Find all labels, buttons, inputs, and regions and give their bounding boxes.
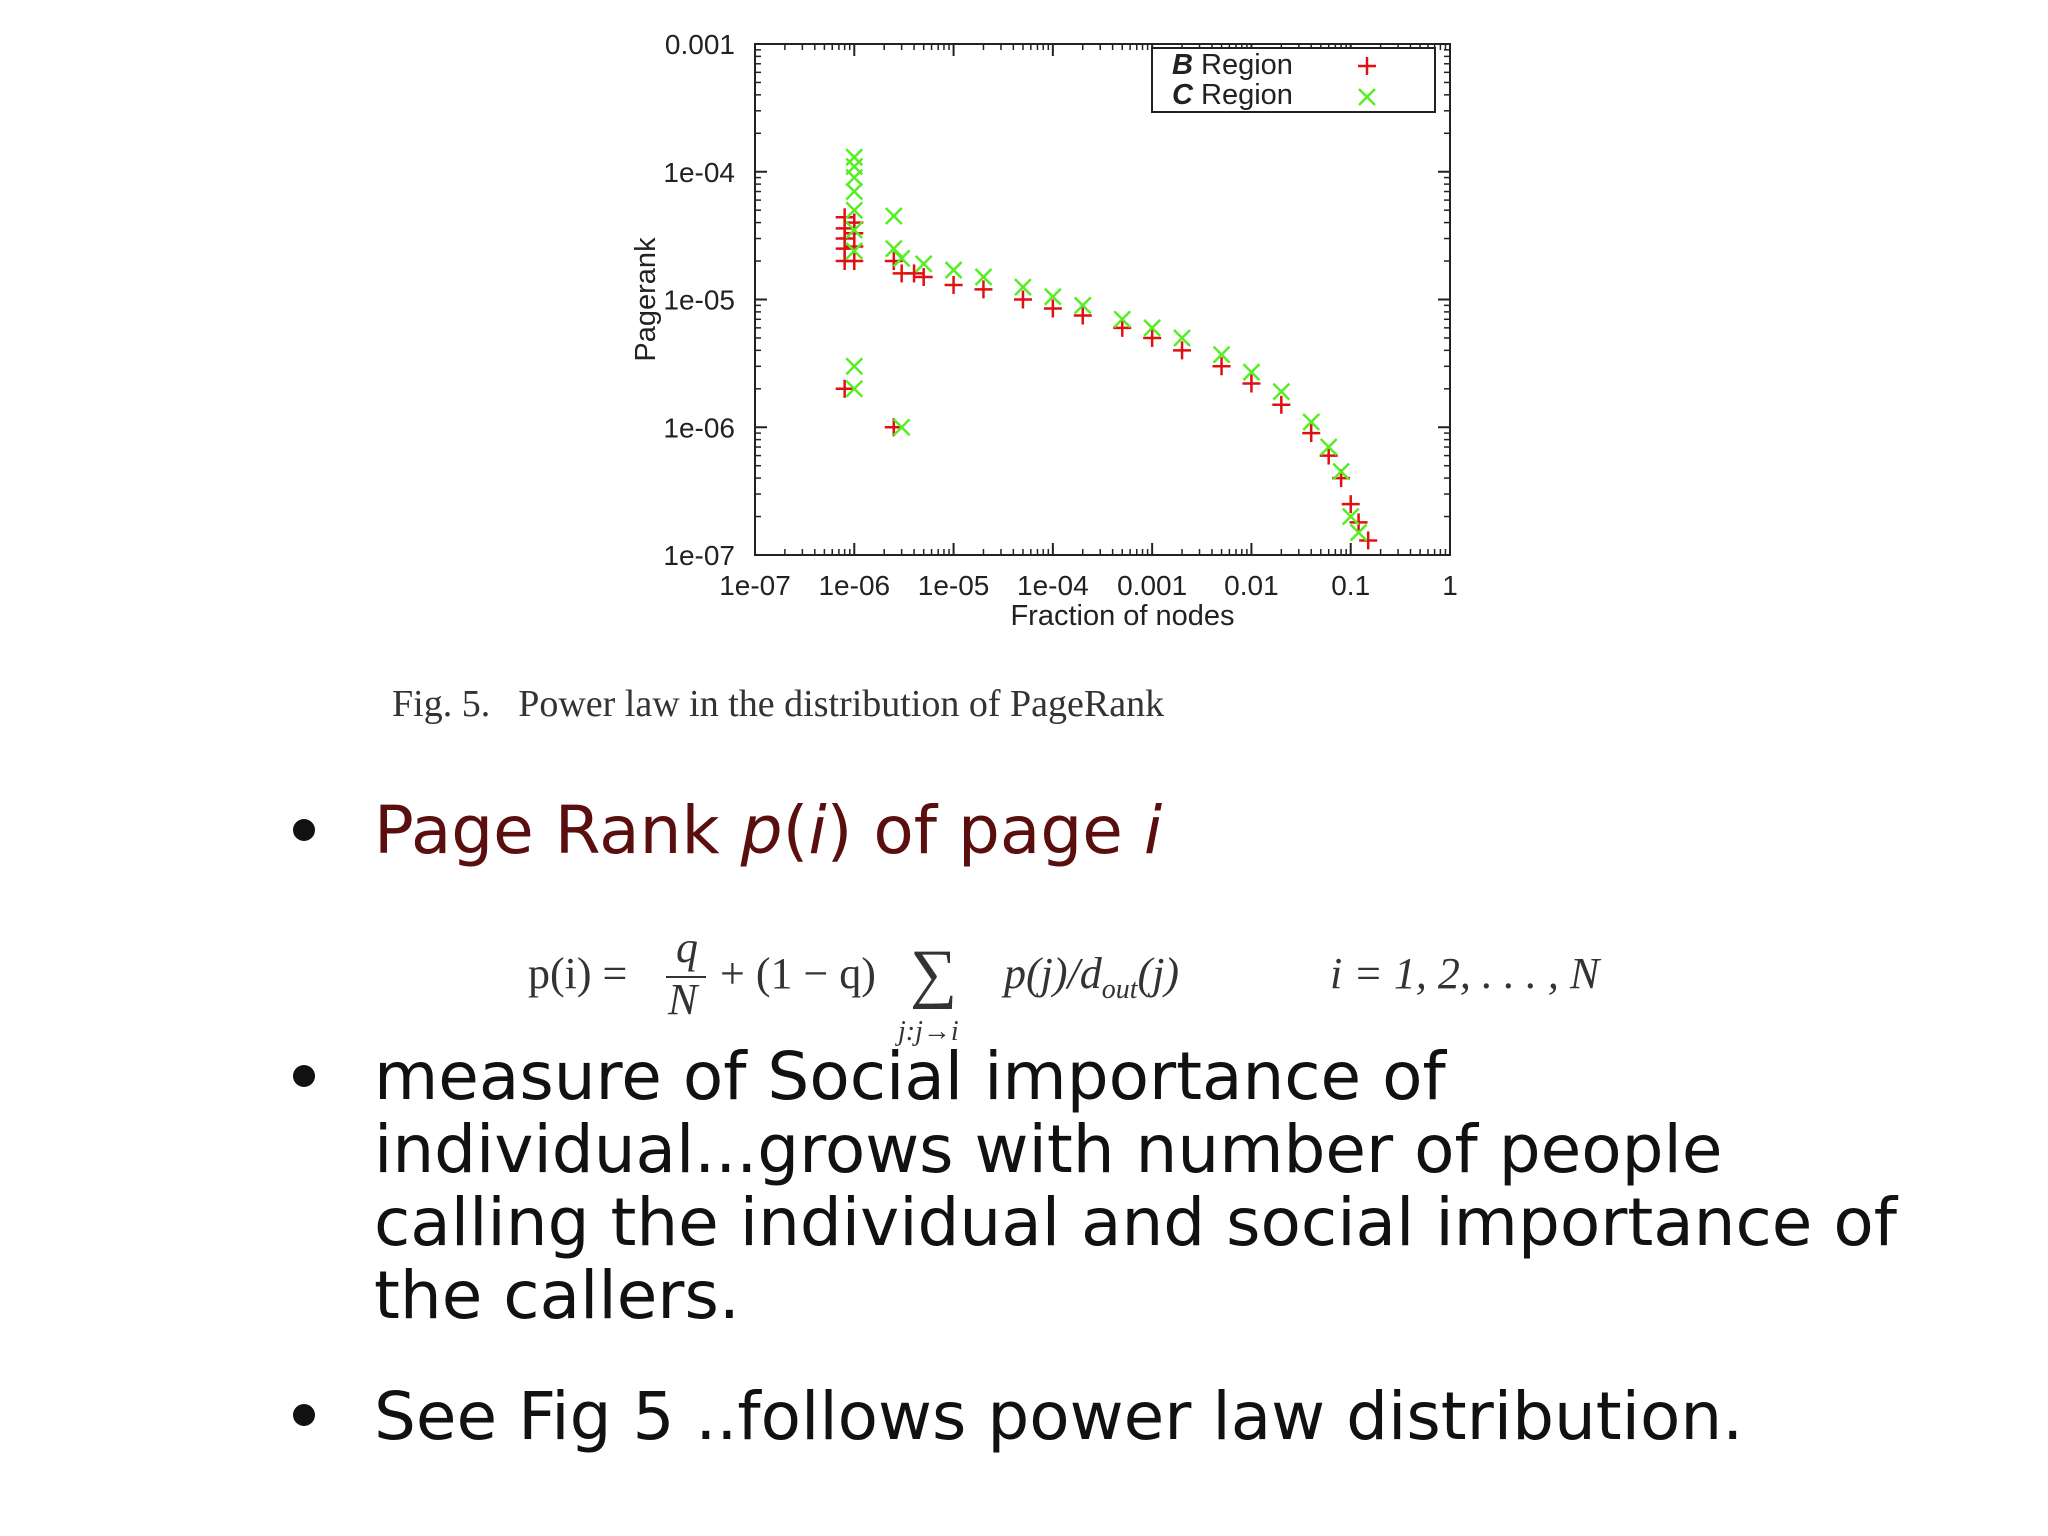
- b1-close: ): [826, 792, 853, 869]
- formula-lhs: p(i) =: [528, 949, 628, 998]
- data-point-c-region: [846, 158, 862, 174]
- b1-prefix: Page Rank: [374, 792, 741, 869]
- formula-mid: + (1 − q): [720, 949, 876, 998]
- x-axis-title: Fraction of nodes: [1010, 600, 1235, 632]
- b2-line-4: the callers.: [374, 1257, 740, 1334]
- bullet-power-law: See Fig 5 ..follows power law distribution.: [374, 1378, 1744, 1455]
- x-tick-label: 1e-06: [818, 570, 891, 601]
- data-point-c-region: [846, 184, 862, 200]
- x-tick-label: 1e-05: [917, 570, 990, 601]
- data-point-b-region: [1143, 329, 1161, 347]
- legend-entry-c-region: [1172, 79, 1293, 111]
- formula-subscript: j:j→i: [898, 1016, 959, 1047]
- formula-numerator: q: [676, 923, 698, 972]
- data-points: [836, 149, 1378, 549]
- data-point-c-region: [886, 208, 902, 224]
- b2-line-3: calling the individual and social importance of: [374, 1184, 1897, 1261]
- bullet-social-importance: [374, 1040, 1897, 1332]
- figure-caption: [392, 682, 1164, 726]
- formula-term-sub: out: [1101, 973, 1138, 1005]
- legend-c-rest: Region: [1192, 79, 1293, 111]
- data-point-b-region: [1074, 306, 1092, 324]
- b2-line-1: measure of Social importance of: [374, 1038, 1446, 1115]
- legend-b-rest: Region: [1192, 49, 1293, 81]
- pagerank-figure: [0, 0, 2048, 700]
- formula-denominator: N: [668, 975, 698, 1024]
- y-tick-label: 1e-05: [663, 284, 735, 316]
- legend-b-letter: B: [1172, 49, 1193, 81]
- x-tick-label: 1e-07: [719, 570, 791, 601]
- y-tick-label: 1e-06: [663, 412, 735, 444]
- pagerank-chart: [0, 0, 2048, 700]
- legend-c-letter: C: [1172, 79, 1193, 111]
- y-tick-label: 0.001: [664, 29, 735, 60]
- legend-entry-b-region: [1172, 49, 1293, 81]
- formula-range: i = 1, 2, . . . , N: [1330, 949, 1600, 998]
- data-point-c-region: [894, 250, 910, 266]
- caption-text: Power law in the distribution of PageRank: [518, 683, 1165, 725]
- formula-sigma: ∑: [910, 937, 958, 1010]
- data-point-b-region: [836, 380, 854, 398]
- b1-open: (: [782, 792, 809, 869]
- data-point-c-region: [946, 262, 962, 278]
- data-point-b-region: [945, 276, 963, 294]
- b1-p: p: [740, 792, 783, 869]
- data-point-b-region: [1113, 319, 1131, 337]
- x-axis: [719, 44, 1458, 601]
- b1-i2: i: [1143, 792, 1163, 869]
- y-tick-label: 1e-04: [663, 156, 735, 188]
- b1-i: i: [808, 792, 827, 869]
- formula-term-end: (j): [1137, 949, 1180, 998]
- caption-figure-number: Fig. 5.: [392, 683, 491, 725]
- formula-term-main: p(j)/d: [1004, 949, 1102, 998]
- x-tick-label: 0.1: [1331, 570, 1371, 601]
- y-tick-label: 1e-07: [663, 540, 735, 571]
- x-tick-label: 0.01: [1224, 570, 1279, 601]
- data-point-b-region: [1320, 447, 1338, 465]
- bullet-dot-1: [293, 819, 315, 841]
- pagerank-formula: [528, 923, 1628, 1050]
- bullet-dot-2: [293, 1065, 315, 1087]
- x-tick-label: 0.001: [1117, 570, 1188, 601]
- data-point-c-region: [846, 149, 862, 165]
- data-point-c-region: [846, 358, 862, 374]
- x-tick-label: 1e-04: [1017, 570, 1089, 601]
- y-axis-title: Pagerank: [630, 237, 662, 362]
- legend: [1152, 48, 1435, 112]
- bullet-dot-3: [293, 1404, 315, 1426]
- x-tick-label: 1: [1442, 570, 1458, 601]
- b1-mid: of page: [852, 792, 1144, 869]
- bullet-page-rank: [374, 794, 1162, 867]
- b2-line-2: individual...grows with number of people: [374, 1111, 1723, 1188]
- formula-term: [1004, 948, 1179, 1006]
